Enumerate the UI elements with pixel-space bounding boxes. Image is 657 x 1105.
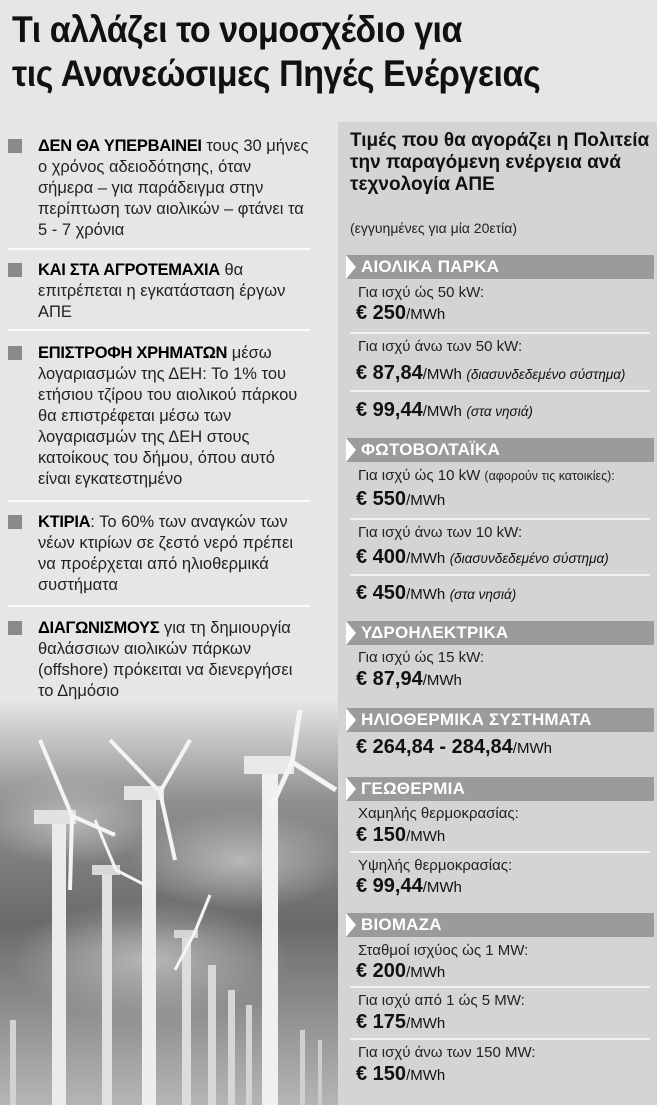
price-label: Χαμηλής θερμοκρασίας: <box>358 805 519 822</box>
list-item: ΔΙΑΓΩΝΙΣΜΟΥΣ για τη δημιουργία θαλάσσιων αιολικών πάρκων (offshore) πρόκειται να διενεργήσει το Δημόσιο <box>8 618 310 702</box>
price-value: € 264,84 - 284,84/MWh <box>356 736 552 758</box>
divider <box>8 500 310 502</box>
arrow-icon <box>346 777 356 801</box>
arrow-icon <box>346 438 356 462</box>
title-line-2: τις Ανανεώσιμες Πηγές Ενέργειας <box>12 53 541 94</box>
price-label: Για ισχύ άνω των 150 MW: <box>358 1044 536 1061</box>
list-item: ΚΑΙ ΣΤΑ ΑΓΡΟΤΕΜΑΧΙΑ θα επιτρέπεται η εγκατάσταση έργων ΑΠΕ <box>8 260 310 323</box>
divider <box>350 986 650 988</box>
divider <box>350 851 650 853</box>
divider <box>8 329 310 331</box>
section-header-geothermal: ΓΕΩΘΕΡΜΙΑ <box>346 777 654 801</box>
square-bullet-icon <box>8 621 22 635</box>
section-header-wind: ΑΙΟΛΙΚΑ ΠΑΡΚΑ <box>346 255 654 279</box>
divider <box>8 605 310 607</box>
price-label: Σταθμοί ισχύος ώς 1 MW: <box>358 942 529 959</box>
price-value: € 450/MWh (στα νησιά) <box>356 582 517 604</box>
price-label: Υψηλής θερμοκρασίας: <box>358 857 513 874</box>
divider <box>350 1038 650 1040</box>
list-item: ΔΕΝ ΘΑ ΥΠΕΡΒΑΙΝΕΙ τους 30 μήνες ο χρόνος αδειοδότησης, όταν σήμερα – για παράδειγμα στην περίπτωση των αιολικών – φτάνει τα 5 - 7 χρόνια <box>8 136 310 241</box>
prices-heading: Τιμές που θα αγοράζει η Πολιτεία την παραγόμενη ενέργεια ανά τεχνολογία ΑΠΕ <box>350 130 650 195</box>
prices-subheading: (εγγυημένες για μία 20ετία) <box>350 220 517 236</box>
price-label: Για ισχύ ώς 15 kW: <box>358 649 485 666</box>
price-value: € 550/MWh <box>356 488 446 510</box>
price-value: € 87,94/MWh <box>356 668 462 690</box>
title-line-1: Τι αλλάζει το νομοσχέδιο για <box>12 9 463 50</box>
price-value: € 400/MWh (διασυνδεδεμένο σύστημα) <box>356 546 609 568</box>
square-bullet-icon <box>8 263 22 277</box>
prices-panel <box>338 122 657 1105</box>
square-bullet-icon <box>8 139 22 153</box>
price-value: € 99,44/MWh <box>356 875 462 897</box>
price-value: € 150/MWh <box>356 824 446 846</box>
price-value: € 175/MWh <box>356 1011 446 1033</box>
arrow-icon <box>346 913 356 937</box>
section-header-biomass: ΒΙΟΜΑΖΑ <box>346 913 654 937</box>
price-value: € 150/MWh <box>356 1063 446 1085</box>
section-header-solar: ΦΩΤΟΒΟΛΤΑΪΚΑ <box>346 438 654 462</box>
price-label: Για ισχύ άνω των 10 kW: <box>358 524 523 541</box>
section-header-hydro: ΥΔΡΟΗΛΕΚΤΡΙΚΑ <box>346 621 654 645</box>
price-label: Για ισχύ από 1 ώς 5 MW: <box>358 992 525 1009</box>
divider <box>350 332 650 334</box>
divider <box>350 574 650 576</box>
price-label: Για ισχύ άνω των 50 kW: <box>358 338 523 355</box>
divider <box>350 390 650 392</box>
price-value: € 250/MWh <box>356 302 446 324</box>
list-item: ΚΤΙΡΙΑ: Το 60% των αναγκών των νέων κτιρίων σε ζεστό νερό πρέπει να προέρχεται από ηλιοθερμικά συστήματα <box>8 512 310 596</box>
wind-turbines-photo <box>0 700 340 1105</box>
price-label: Για ισχύ ώς 50 kW: <box>358 284 485 301</box>
square-bullet-icon <box>8 346 22 360</box>
list-item: ΕΠΙΣΤΡΟΦΗ ΧΡΗΜΑΤΩΝ μέσω λογαριασμών της ΔΕΗ: Το 1% του ετήσιου τζίρου του αιολικού πάρκου θα επιστρέφεται μέσω των λογαριασμών της ΔΕΗ στους κατοίκους του δήμου, όπου αυτό είναι εγκατεστημένο <box>8 343 310 490</box>
arrow-icon <box>346 621 356 645</box>
section-header-solar-thermal: ΗΛΙΟΘΕΡΜΙΚΑ ΣΥΣΤΗΜΑΤΑ <box>346 708 654 732</box>
arrow-icon <box>346 708 356 732</box>
square-bullet-icon <box>8 515 22 529</box>
price-value: € 87,84/MWh (διασυνδεδεμένο σύστημα) <box>356 362 626 384</box>
page-title <box>12 8 601 96</box>
divider <box>350 518 650 520</box>
price-value: € 99,44/MWh (στα νησιά) <box>356 399 533 421</box>
price-value: € 200/MWh <box>356 960 446 982</box>
divider <box>8 248 310 250</box>
arrow-icon <box>346 255 356 279</box>
price-label: Για ισχύ ώς 10 kW (αφορούν τις κατοικίες): <box>358 467 615 484</box>
